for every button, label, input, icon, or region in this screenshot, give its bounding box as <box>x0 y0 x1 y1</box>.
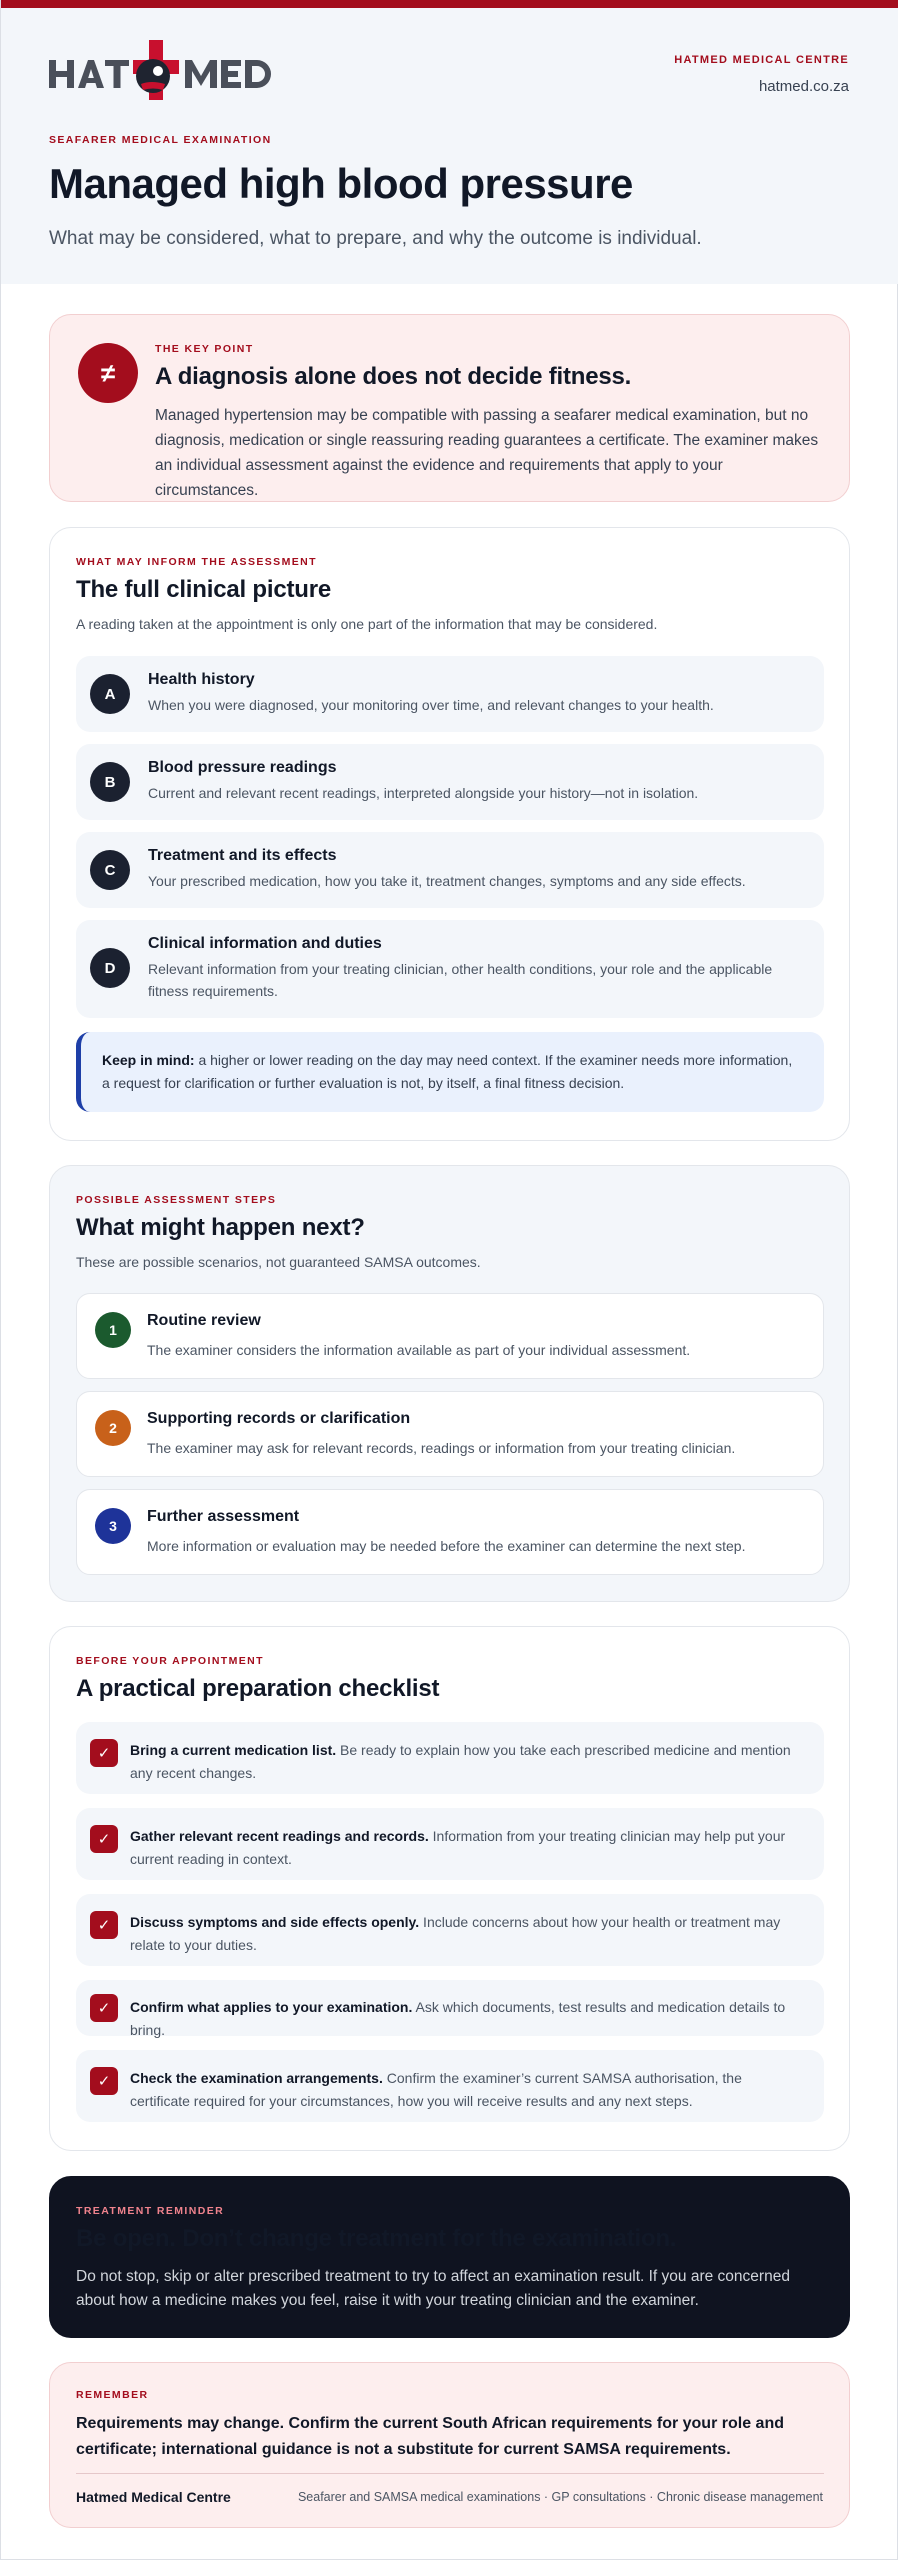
checklist-lead: Check the examination arrangements. <box>130 2070 383 2086</box>
clinical-item-treatment <box>76 832 824 908</box>
clinical-intro: A reading taken at the appointment is only one part of the information that may be considered. <box>76 616 658 632</box>
org-website-link[interactable]: hatmed.co.za <box>758 78 849 95</box>
letter-badge: B <box>90 762 130 802</box>
key-point-card <box>49 314 850 502</box>
checklist-title: A practical preparation checklist <box>76 1675 440 1702</box>
letter-badge: A <box>90 674 130 714</box>
checklist-eyebrow: BEFORE YOUR APPOINTMENT <box>76 1655 264 1667</box>
clinical-item-health-history <box>76 656 824 732</box>
checklist-text <box>130 1739 802 1785</box>
not-equal-icon: ≠ <box>78 343 138 403</box>
remember-card <box>49 2362 850 2528</box>
treatment-title: Be open. Don’t change treatment for the examination. <box>76 2225 677 2252</box>
preparation-checklist-card <box>49 1626 850 2151</box>
checklist-text <box>130 1825 802 1871</box>
step-title: Supporting records or clarification <box>147 1410 411 1427</box>
clinical-eyebrow: WHAT MAY INFORM THE ASSESSMENT <box>76 556 317 568</box>
org-info <box>674 54 849 95</box>
checklist-text <box>130 1996 802 2042</box>
treatment-eyebrow: TREATMENT REMINDER <box>76 2205 225 2217</box>
step-title: Routine review <box>147 1312 261 1329</box>
checklist-detail: Confirm the examiner’s current SAMSA authorisation, the certificate required for your circumstances, how you will receive results and any next steps. <box>130 2070 742 2109</box>
header-eyebrow: SEAFARER MEDICAL EXAMINATION <box>49 134 272 146</box>
next-steps-intro: These are possible scenarios, not guaranteed SAMSA outcomes. <box>76 1254 481 1270</box>
footer-services: Seafarer and SAMSA medical examinations · GP consultations · Chronic disease management <box>297 2490 823 2504</box>
step-number-badge: 2 <box>95 1410 131 1446</box>
hatmed-logo[interactable] <box>49 38 273 106</box>
remember-body: Requirements may change. Confirm the current South African requirements for your role and certificate; international guidance is not a substitute for current SAMSA requirements. <box>76 2415 784 2458</box>
clinical-title: The full clinical picture <box>76 576 332 603</box>
remember-eyebrow: REMEMBER <box>76 2389 149 2401</box>
keep-in-mind-note <box>76 1032 824 1112</box>
clinical-item-text: Relevant information from your treating clinician, other health conditions, your role and the applicable fitness requirements. <box>148 961 773 999</box>
checklist-item <box>76 2050 824 2122</box>
step-number-badge: 3 <box>95 1508 131 1544</box>
checklist-detail: Be ready to explain how you take each prescribed medicine and mention any recent changes. <box>130 1742 791 1781</box>
key-point-body: Managed hypertension may be compatible with passing a seafarer medical examination, but no diagnosis, medication or single reassuring reading guarantees a certificate. The examiner makes an individual assessment against the evidence and requirements that apply to your circumstances. <box>155 407 819 499</box>
checkbox-checked-icon[interactable]: ✓ <box>90 1739 118 1767</box>
checklist-text <box>130 1911 802 1957</box>
step-text: The examiner considers the information available as part of your individual assessment. <box>147 1342 691 1358</box>
clinical-item-title: Clinical information and duties <box>148 935 382 952</box>
next-steps-eyebrow: POSSIBLE ASSESSMENT STEPS <box>76 1194 277 1206</box>
checklist-detail: Include concerns about how your health or treatment may relate to your duties. <box>130 1914 781 1953</box>
checklist-lead: Gather relevant recent readings and records. <box>130 1828 429 1844</box>
letter-badge: D <box>90 948 130 988</box>
next-steps-card <box>49 1165 850 1602</box>
clinical-item-text: Your prescribed medication, how you take it, treatment changes, symptoms and any side effects. <box>148 873 746 889</box>
footer-org-name: Hatmed Medical Centre <box>76 2489 231 2505</box>
top-accent-bar <box>1 0 898 8</box>
clinical-item-title: Treatment and its effects <box>148 847 337 864</box>
clinical-picture-card <box>49 527 850 1141</box>
checklist-item <box>76 1894 824 1966</box>
page-title: Managed high blood pressure <box>49 160 633 207</box>
letter-badge: C <box>90 850 130 890</box>
divider <box>76 2473 824 2474</box>
clinical-item-title: Health history <box>148 671 255 688</box>
checklist-lead: Confirm what applies to your examination. <box>130 1999 413 2015</box>
checkbox-checked-icon[interactable]: ✓ <box>90 1911 118 1939</box>
note-body: a higher or lower reading on the day may need context. If the examiner needs more information, a request for clarification or further evaluation is not, by itself, a final fitness decision. <box>102 1052 793 1091</box>
checkbox-checked-icon[interactable]: ✓ <box>90 2067 118 2095</box>
note-text <box>102 1049 802 1095</box>
step-text: The examiner may ask for relevant records, readings or information from your treating clinician. <box>147 1440 736 1456</box>
clinical-item-text: Current and relevant recent readings, interpreted alongside your history—not in isolation. <box>148 785 699 801</box>
treatment-reminder-card <box>49 2176 850 2338</box>
checklist-item <box>76 1808 824 1880</box>
step-further-assessment <box>76 1489 824 1575</box>
page-subtitle: What may be considered, what to prepare, and why the outcome is individual. <box>49 228 702 249</box>
step-routine-review <box>76 1293 824 1379</box>
checklist-item <box>76 1980 824 2036</box>
checklist-item <box>76 1722 824 1794</box>
page-header <box>1 8 898 284</box>
step-text: More information or evaluation may be needed before the examiner can determine the next step. <box>147 1538 746 1554</box>
checkbox-checked-icon[interactable]: ✓ <box>90 1994 118 2022</box>
step-number-badge: 1 <box>95 1312 131 1348</box>
checklist-detail: Ask which documents, test results and medication details to bring. <box>130 1999 786 2038</box>
clinical-item-text: When you were diagnosed, your monitoring over time, and relevant changes to your health. <box>148 697 714 713</box>
key-point-title: A diagnosis alone does not decide fitness. <box>155 363 632 390</box>
clinical-item-duties <box>76 920 824 1018</box>
clinical-item-title: Blood pressure readings <box>148 759 337 776</box>
next-steps-title: What might happen next? <box>76 1214 365 1241</box>
checkbox-checked-icon[interactable]: ✓ <box>90 1825 118 1853</box>
note-lead: Keep in mind: <box>102 1052 195 1068</box>
clinical-item-blood-pressure <box>76 744 824 820</box>
step-supporting-records <box>76 1391 824 1477</box>
checklist-text <box>130 2067 802 2113</box>
step-title: Further assessment <box>147 1508 300 1525</box>
checklist-detail: Information from your treating clinician may help put your current reading in context. <box>130 1828 786 1867</box>
key-point-eyebrow: THE KEY POINT <box>155 343 254 355</box>
org-name: HATMED MEDICAL CENTRE <box>674 54 849 66</box>
treatment-body: Do not stop, skip or alter prescribed treatment to try to affect an examination result. If you are concerned about how a medicine makes you feel, raise it with your treating clinician and the examiner. <box>76 2268 790 2309</box>
checklist-lead: Discuss symptoms and side effects openly. <box>130 1914 420 1930</box>
checklist-lead: Bring a current medication list. <box>130 1742 337 1758</box>
